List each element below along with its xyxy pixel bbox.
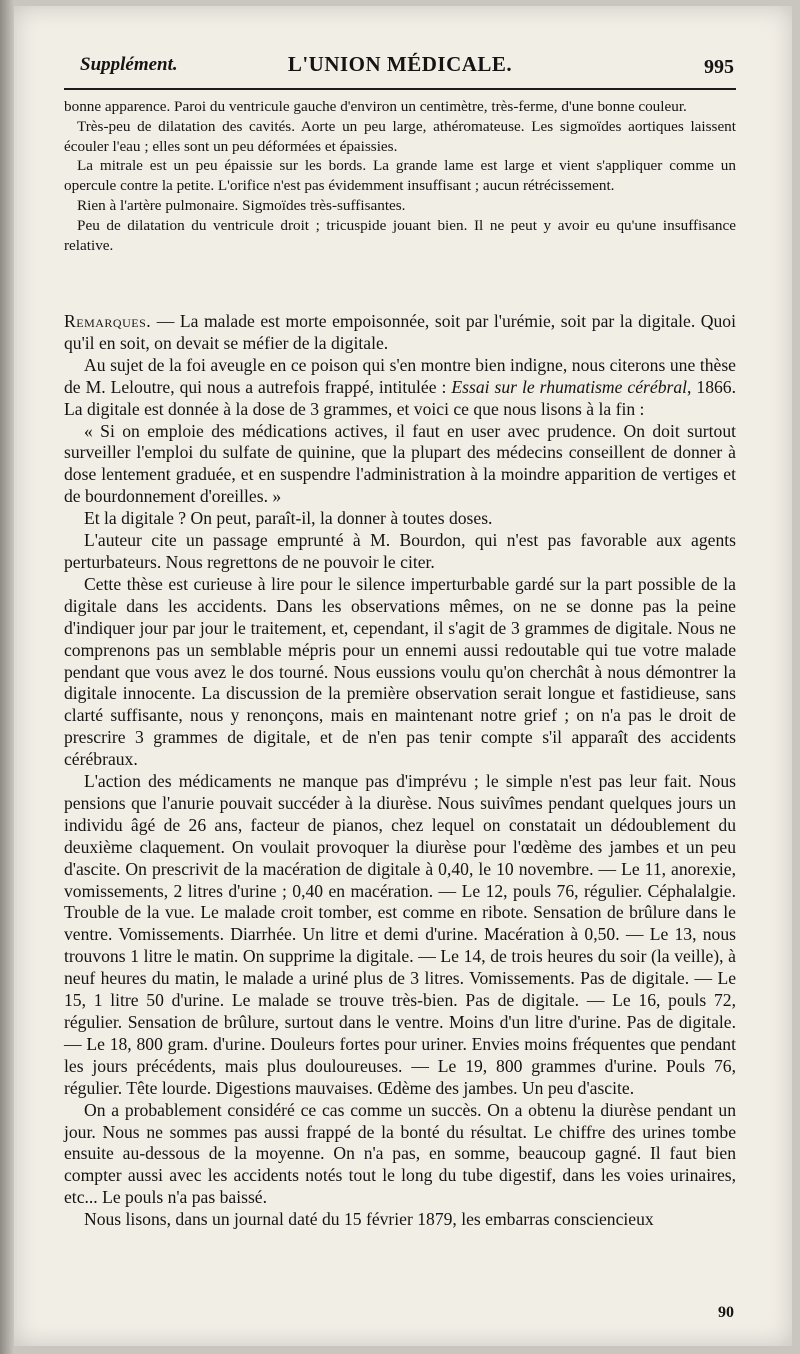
- body-text: , 1866. La digitale est donnée à la dose de 3 grammes, et voici ce que nous lisons à la fin :: [64, 376, 736, 419]
- body-paragraph: Et la digitale ? On peut, paraît-il, la donner à toutes doses.: [84, 508, 493, 529]
- autopsy-paragraph: Rien à l'artère pulmonaire. Sigmoïdes très-suffisantes.: [77, 196, 406, 214]
- header-supplement: Supplément.: [80, 54, 178, 75]
- remarques-text: — La malade est morte empoisonnée, soit par l'urémie, soit par la digitale. Quoi qu'il en soit, on devait se méfier de la digitale.: [64, 311, 736, 353]
- page-gutter-shadow: [0, 0, 14, 1354]
- signature-mark: 90: [718, 1304, 734, 1321]
- body-paragraph: [64, 355, 736, 421]
- body-paragraph: Cette thèse est curieuse à lire pour le silence imperturbable gardé sur la part possible de la digitale dans les accidents. Dans les observations mêmes, on ne se donne pas la peine d'indiquer jour par jour le traitement, et, cependant, il s'agit de 3 grammes de digitale. Nous ne comprenons pas un semblable mépris pour un ennemi aussi redoutable qui tue votre malade pendant que vous avez le dos tourné. Nous eussions voulu qu'on cherchât à nous démontrer la digitale innocente. La discussion de la première observation serait longue et fastidieuse, sans clarté suffisante, nous y renonçons, mais en maintenant notre grief ; on n'a pas le droit de prescrire 3 grammes de digitale, et de n'en pas tenir compte s'il apparaît des accidents cérébraux.: [64, 573, 736, 770]
- remarques-paragraph: [64, 311, 736, 355]
- header-journal-title: L'UNION MÉDICALE.: [287, 52, 513, 76]
- autopsy-paragraph: bonne apparence. Paroi du ventricule gauche d'environ un centimètre, très-ferme, d'une bonne couleur.: [64, 98, 687, 115]
- body-paragraph: L'auteur cite un passage emprunté à M. Bourdon, qui n'est pas favorable aux agents perturbateurs. Nous regrettons de ne pouvoir le citer.: [64, 530, 736, 572]
- main-text: [64, 311, 736, 1231]
- remarques-label: Remarques.: [64, 311, 152, 331]
- page-number: 995: [704, 56, 734, 78]
- quoted-paragraph: « Si on emploie des médications actives, il faut en user avec prudence. On doit surtout surveiller l'emploi du sulfate de quinine, que la plupart des médecins conseillent de donner à dose lentement graduée, et en suspendre l'administration à la moindre apparition de vertiges et de bourdonnement d'oreilles. »: [64, 420, 736, 507]
- running-header: [64, 50, 736, 84]
- header-rule: [64, 88, 736, 90]
- body-paragraph: Nous lisons, dans un journal daté du 15 février 1879, les embarras consciencieux: [84, 1209, 654, 1230]
- autopsy-paragraph: Peu de dilatation du ventricule droit ; tricuspide jouant bien. Il ne peut y avoir eu qu'une insuffisance relative.: [64, 216, 736, 254]
- thesis-title: Essai sur le rhumatisme cérébral: [451, 376, 688, 397]
- autopsy-notes: [64, 97, 736, 255]
- autopsy-paragraph: Très-peu de dilatation des cavités. Aorte un peu large, athéromateuse. Les sigmoïdes aortiques laissent écouler l'eau ; elles sont un peu déformées et épaissies.: [64, 117, 736, 155]
- body-text: Au sujet de la foi aveugle en ce poison qui s'en montre bien indigne, nous citerons une thèse de M. Leloutre, qui nous a autrefois frappé, intitulée :: [64, 354, 736, 397]
- body-paragraph: L'action des médicaments ne manque pas d'imprévu ; le simple n'est pas leur fait. Nous pensions que l'anurie pouvait succéder à la diurèse. Nous suivîmes pendant quelques jours un individu âgé de 26 ans, facteur de pianos, chez lequel on constatait un dédoublement du deuxième claquement. On voulait provoquer la diurèse pour l'œdème des jambes et un peu d'ascite. On prescrivit de la macération de digitale à 0,40, le 10 novembre. — Le 11, anorexie, vomissements, 2 litres d'urine ; 0,40 en macération. — Le 12, pouls 76, régulier. Céphalalgie. Trouble de la vue. Le malade croit tomber, est comme en ribote. Sensation de brûlure dans le ventre. Vomissements. Diarrhée. Un litre et demi d'urine. Macération à 0,50. — Le 13, nous trouvons 1 litre le matin. On supprime la digitale. — Le 14, de trois heures du soir (la veille), à neuf heures du matin, le malade a uriné plus de 3 litres. Vomissements. Pas de digitale. — Le 15, 1 litre 50 d'urine. Le malade se trouve très-bien. Pas de digitale. — Le 16, pouls 72, régulier. Sensation de brûlure, surtout dans le ventre. Moins d'un litre d'urine. Pas de digitale. — Le 18, 800 gram. d'urine. Douleurs fortes pour uriner. Envies moins fréquentes que pendant les jours précédents, mais plus douloureuses. — Le 19, 800 grammes d'urine. Pouls 76, régulier. Tête lourde. Digestions mauvaises. Œdème des jambes. Un peu d'ascite.: [64, 771, 736, 1098]
- autopsy-paragraph: La mitrale est un peu épaissie sur les bords. La grande lame est large et vient s'appliquer comme un opercule contre la petite. L'orifice n'est pas évidemment insuffisant ; aucun rétrécissement.: [64, 157, 736, 195]
- body-paragraph: On a probablement considéré ce cas comme un succès. On a obtenu la diurèse pendant un jour. Nous ne sommes pas aussi frappé de la bonté du résultat. Le chiffre des urines tombe ensuite au-dessous de la moyenne. On n'a pas, en somme, beaucoup gagné. Il faut bien compter aussi avec les accidents notés tout le long du tube digestif, dans les voies urinaires, etc... Le pouls n'a pas baissé.: [64, 1099, 736, 1208]
